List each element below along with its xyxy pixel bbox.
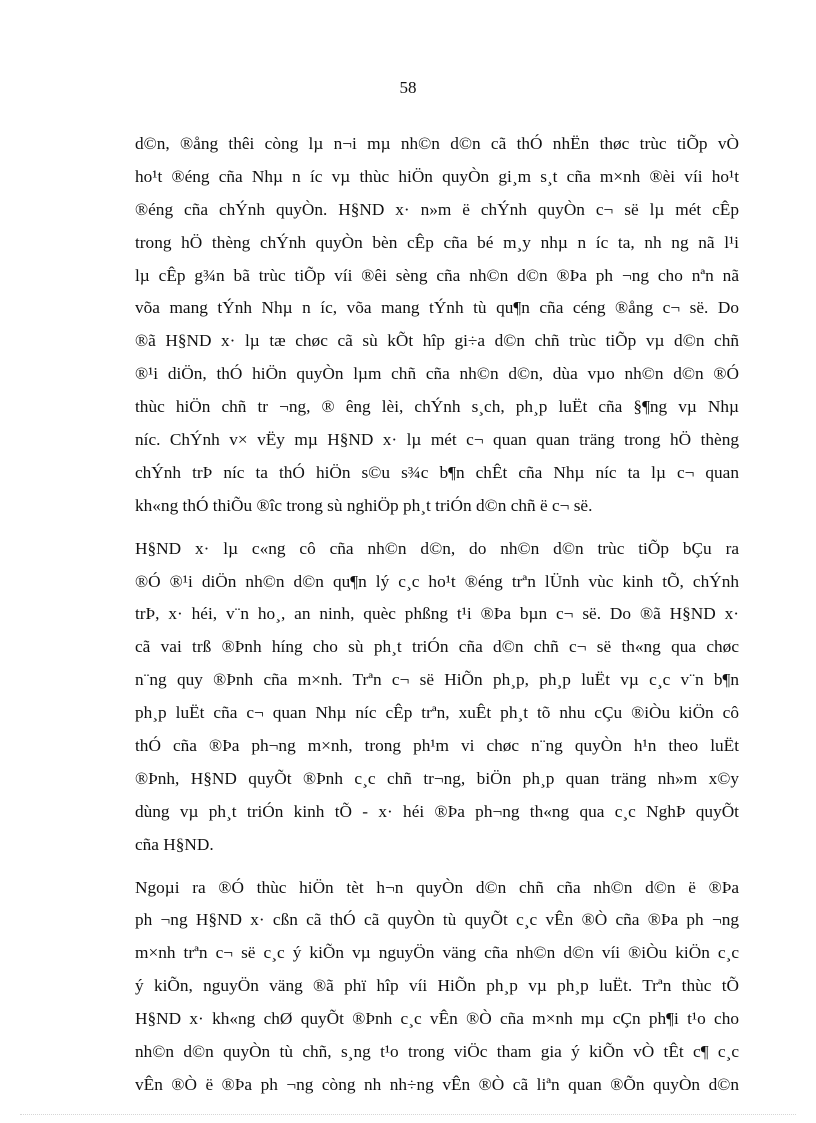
text-line: chÝnh trÞ níc ta thÓ hiÖn s©u s¾c b¶n chÊt cña Nhµ níc ta lµ c¬ quan: [135, 462, 739, 482]
text-line: d©n, ®ång thêi còng lµ n¬i mµ nh©n d©n cã thÓ nhËn thøc trùc tiÕp vÒ: [135, 134, 739, 153]
text-line: H§ND x· lµ c«ng cô cña nh©n d©n, do nh©n d©n trùc tiÕp bÇu ra: [135, 538, 739, 558]
paragraph-3: [135, 872, 739, 1102]
text-line: ph ¬ng H§ND x· cßn cã thÓ cã quyÒn tù quyÕt c¸c vÊn ®Ò cña ®Þa ph ¬ng: [135, 910, 739, 930]
text-line: trong hÖ thèng chÝnh quyÒn bèn cÊp cña bé m¸y nhµ n íc ta, nh ng nã l¹i: [135, 232, 739, 252]
text-line: ®ã H§ND x· lµ tæ chøc cã sù kÕt hîp gi÷a d©n chñ trùc tiÕp vµ d©n chñ: [135, 331, 739, 351]
text-line: nh©n d©n quyÒn tù chñ, s¸ng t¹o trong viÖc tham gia ý kiÕn vÒ tÊt c¶ c¸c: [135, 1042, 739, 1062]
text-line: níc. ChÝnh v× vËy mµ H§ND x· lµ mét c¬ quan quan träng trong hÖ thèng: [135, 430, 739, 450]
text-line: ®Þnh, H§ND quyÕt ®Þnh c¸c chñ tr¬ng, biÖn ph¸p quan träng nh»m x©y: [135, 768, 739, 788]
text-line: kh«ng thÓ thiÕu ®îc trong sù nghiÖp ph¸t triÓn d©n chñ ë c¬ së.: [135, 495, 593, 515]
text-line: ph¸p luËt cña c¬ quan Nhµ níc cÊp trªn, xuÊt ph¸t tõ nhu cÇu ®iÒu kiÖn cô: [135, 703, 739, 723]
text-line: ý kiÕn, nguyÖn väng ®ã phï hîp víi HiÕn ph¸p vµ ph¸p luËt. Trªn thùc tÕ: [135, 976, 739, 996]
page-number: 58: [399, 78, 417, 97]
text-line: võa mang tÝnh Nhµ n íc, võa mang tÝnh tù qu¶n cña céng ®ång c¬ së. Do: [135, 298, 739, 318]
paragraph-1: [135, 128, 739, 523]
page-bottom-border: [20, 1114, 796, 1115]
text-line: ho¹t ®éng cña Nhµ n íc vµ thùc hiÖn quyÒn gi¸m s¸t cña m×nh ®èi víi ho¹t: [135, 166, 739, 186]
text-line: thùc hiÖn chñ tr ¬ng, ® êng lèi, chÝnh s¸ch, ph¸p luËt cña §¶ng vµ Nhµ: [135, 397, 739, 417]
text-line: lµ cÊp g¾n bã trùc tiÕp víi ®êi sèng cña nh©n d©n ®Þa ph ¬ng cho nªn nã: [135, 265, 739, 285]
text-line: dùng vµ ph¸t triÓn kinh tÕ - x· héi ®Þa ph¬ng th«ng qua c¸c NghÞ quyÕt: [135, 801, 739, 821]
body-text: [135, 128, 739, 1102]
text-line: thÓ cña ®Þa ph¬ng m×nh, trong ph¹m vi chøc n¨ng quyÒn h¹n theo luËt: [135, 736, 739, 756]
paragraph-2: [135, 533, 739, 862]
text-line: n¨ng quy ®Þnh cña m×nh. Trªn c¬ së HiÕn ph¸p, ph¸p luËt vµ c¸c v¨n b¶n: [135, 670, 739, 690]
text-line: H§ND x· kh«ng chØ quyÕt ®Þnh c¸c vÊn ®Ò cña m×nh mµ cÇn ph¶i t¹o cho: [135, 1009, 739, 1029]
text-line: Ngoµi ra ®Ó thùc hiÖn tèt h¬n quyÒn d©n chñ cña nh©n d©n ë ®Þa: [135, 877, 739, 897]
text-line: ®Ó ®¹i diÖn nh©n d©n qu¶n lý c¸c ho¹t ®éng trªn lÜnh vùc kinh tÕ, chÝnh: [135, 571, 739, 591]
text-line: cã vai trß ®Þnh híng cho sù ph¸t triÓn cña d©n chñ c¬ së th«ng qua chøc: [135, 637, 739, 657]
text-line: cña H§ND.: [135, 834, 214, 854]
text-line: m×nh trªn c¬ së c¸c ý kiÕn vµ nguyÖn väng cña nh©n d©n víi ®iÒu kiÖn c¸c: [135, 943, 739, 963]
text-line: trÞ, x· héi, v¨n ho¸, an ninh, quèc phßng t¹i ®Þa bµn c¬ së. Do ®ã H§ND x·: [135, 604, 739, 624]
text-line: ®¹i diÖn, thÓ hiÖn quyÒn lµm chñ cña nh©n d©n, dùa vµo nh©n d©n ®Ó: [135, 364, 739, 384]
text-line: vÊn ®Ò ë ®Þa ph ¬ng còng nh nh÷ng vÊn ®Ò cã liªn quan ®Õn quyÒn d©n: [135, 1074, 739, 1094]
text-line: ®éng cña chÝnh quyÒn. H§ND x· n»m ë chÝnh quyÒn c¬ së lµ mét cÊp: [135, 199, 739, 219]
